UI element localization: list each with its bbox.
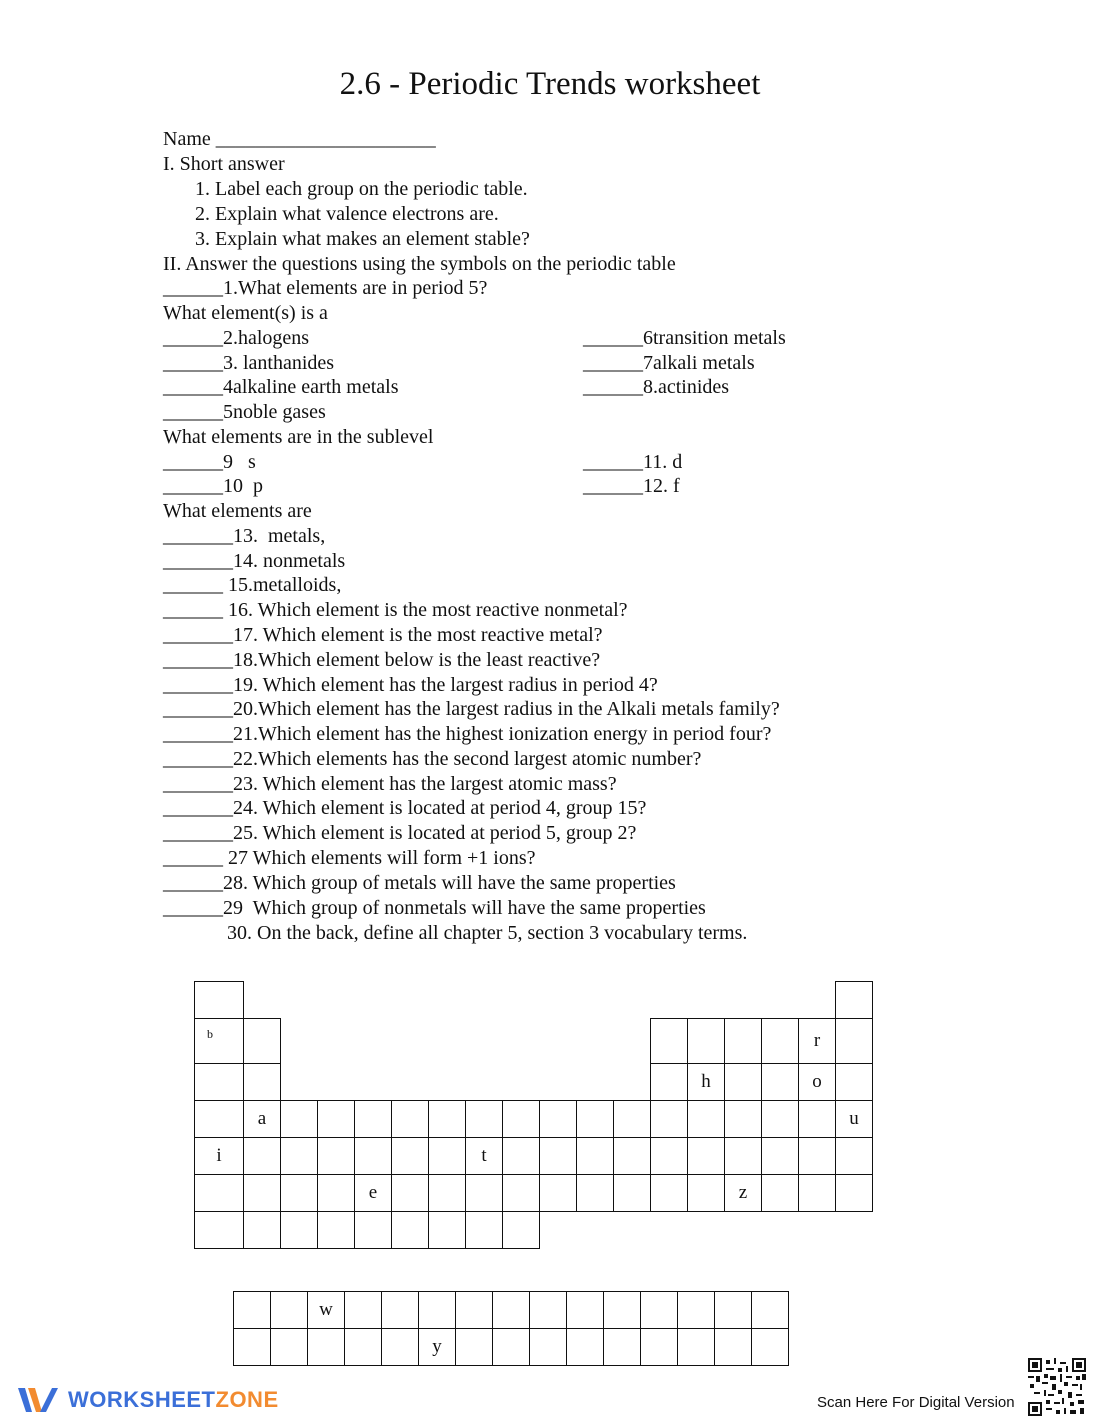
element-cell (836, 982, 873, 1019)
periodic-table-row (195, 1064, 873, 1101)
element-cell (688, 1175, 725, 1212)
element-cell (281, 1138, 318, 1175)
question-line: _______20.Which element has the largest radius in the Alkali metals family? (163, 698, 780, 720)
element-cell (678, 1329, 715, 1366)
element-cell (503, 1101, 540, 1138)
element-cell (836, 1019, 873, 1064)
question-line: ______ 15.metalloids, (163, 574, 342, 596)
element-cell (641, 1329, 678, 1366)
element-cell (651, 1019, 688, 1064)
element-cell (466, 1212, 503, 1249)
element-cell (567, 1292, 604, 1329)
element-cell (429, 1175, 466, 1212)
question-8: ______8.actinides (583, 376, 730, 398)
question-line: _______14. nonmetals (163, 550, 346, 572)
element-cell (345, 1292, 382, 1329)
empty-space (281, 1064, 318, 1101)
element-cell (195, 1212, 244, 1249)
empty-space (577, 982, 614, 1019)
element-cell (688, 1101, 725, 1138)
empty-space (577, 1212, 614, 1249)
empty-space (762, 982, 799, 1019)
element-cell (308, 1329, 345, 1366)
element-cell (503, 1212, 540, 1249)
element-cell: y (419, 1329, 456, 1366)
empty-space (836, 1212, 873, 1249)
element-cell (762, 1064, 799, 1101)
question-4: ______4alkaline earth metals (163, 376, 399, 398)
element-cell: h (688, 1064, 725, 1101)
element-cell (271, 1329, 308, 1366)
periodic-table-row (195, 982, 873, 1019)
name-line: Name ______________________ (163, 128, 436, 150)
element-cell (614, 1175, 651, 1212)
element-cell: e (355, 1175, 392, 1212)
element-cell (466, 1175, 503, 1212)
empty-space (688, 982, 725, 1019)
question-5: ______5noble gases (163, 401, 326, 423)
element-cell (429, 1138, 466, 1175)
element-cell (715, 1329, 752, 1366)
question-line: _______19. Which element has the largest radius in period 4? (163, 674, 658, 696)
element-cell: z (725, 1175, 762, 1212)
empty-space (540, 1064, 577, 1101)
element-cell (318, 1212, 355, 1249)
element-cell (567, 1329, 604, 1366)
question-line: _______24. Which element is located at period 4, group 15? (163, 797, 647, 819)
empty-space (466, 982, 503, 1019)
element-cell (456, 1329, 493, 1366)
element-cell (762, 1138, 799, 1175)
element-cell (281, 1101, 318, 1138)
element-cell (604, 1292, 641, 1329)
element-cell: t (466, 1138, 503, 1175)
question-3: ______3. lanthanides (163, 352, 335, 374)
empty-space (688, 1212, 725, 1249)
question-line: _______21.Which element has the highest ionization energy in period four? (163, 723, 772, 745)
element-cell (244, 1138, 281, 1175)
f-block-row (234, 1292, 789, 1329)
question-10: ______10 p (163, 475, 263, 497)
empty-space (318, 1064, 355, 1101)
question-12: ______12. f (583, 475, 680, 497)
element-cell: i (195, 1138, 244, 1175)
empty-space (466, 1019, 503, 1064)
element-cell (836, 1138, 873, 1175)
element-cell (678, 1292, 715, 1329)
question-line: _______25. Which element is located at period 5, group 2? (163, 822, 637, 844)
element-cell (651, 1101, 688, 1138)
section2-heading: II. Answer the questions using the symbols on the periodic table (163, 253, 676, 275)
element-cell (392, 1175, 429, 1212)
element-cell (577, 1138, 614, 1175)
empty-space (725, 982, 762, 1019)
element-cell (836, 1064, 873, 1101)
element-cell (688, 1019, 725, 1064)
question-line: _______13. metals, (163, 525, 326, 547)
short-answer-item: 1. Label each group on the periodic table. (195, 178, 528, 200)
is-a-heading: What element(s) is a (163, 302, 328, 324)
empty-space (651, 1212, 688, 1249)
element-cell (651, 1064, 688, 1101)
element-cell (530, 1329, 567, 1366)
empty-space (762, 1212, 799, 1249)
element-cell (651, 1138, 688, 1175)
element-cell (466, 1101, 503, 1138)
element-cell (503, 1175, 540, 1212)
question-line: _______23. Which element has the largest atomic mass? (163, 773, 617, 795)
empty-space (281, 982, 318, 1019)
element-cell (762, 1101, 799, 1138)
empty-space (355, 982, 392, 1019)
element-cell (244, 1019, 281, 1064)
element-cell (355, 1212, 392, 1249)
empty-space (799, 1212, 836, 1249)
empty-space (355, 1019, 392, 1064)
element-cell (382, 1292, 419, 1329)
question-line: ______29 Which group of nonmetals will have the same properties (163, 897, 706, 919)
element-cell (429, 1212, 466, 1249)
logo-icon (16, 1384, 60, 1416)
element-cell (725, 1019, 762, 1064)
element-cell (318, 1138, 355, 1175)
worksheet-title: 2.6 - Periodic Trends worksheet (339, 66, 761, 102)
element-cell (195, 1175, 244, 1212)
worksheetzone-logo[interactable] (16, 1383, 279, 1417)
element-cell: u (836, 1101, 873, 1138)
element-cell (244, 1064, 281, 1101)
element-cell (318, 1175, 355, 1212)
element-cell (577, 1101, 614, 1138)
element-cell: b (195, 1019, 244, 1064)
element-cell (234, 1329, 271, 1366)
element-cell (355, 1101, 392, 1138)
element-cell (382, 1329, 419, 1366)
empty-space (799, 982, 836, 1019)
empty-space (429, 1064, 466, 1101)
periodic-table-row (195, 1138, 873, 1175)
empty-space (540, 1019, 577, 1064)
empty-space (466, 1064, 503, 1101)
element-cell (614, 1101, 651, 1138)
question-line: _______17. Which element is the most reactive metal? (163, 624, 603, 646)
element-cell (725, 1138, 762, 1175)
empty-space (392, 982, 429, 1019)
empty-space (614, 1212, 651, 1249)
question-9: ______9 s (163, 451, 256, 473)
empty-space (318, 982, 355, 1019)
empty-space (392, 1019, 429, 1064)
element-cell (799, 1101, 836, 1138)
element-cell (429, 1101, 466, 1138)
short-answer-item: 3. Explain what makes an element stable? (195, 228, 530, 250)
element-cell (799, 1138, 836, 1175)
element-cell (392, 1212, 429, 1249)
element-cell (456, 1292, 493, 1329)
element-cell (493, 1329, 530, 1366)
final-instruction: 30. On the back, define all chapter 5, section 3 vocabulary terms. (227, 922, 748, 944)
element-cell (392, 1101, 429, 1138)
periodic-table-row (195, 1175, 873, 1212)
empty-space (429, 982, 466, 1019)
empty-space (540, 982, 577, 1019)
scan-text: Scan Here For Digital Version (817, 1394, 1015, 1411)
empty-space (614, 1019, 651, 1064)
element-cell (725, 1101, 762, 1138)
element-cell (503, 1138, 540, 1175)
element-cell (540, 1175, 577, 1212)
element-cell (392, 1138, 429, 1175)
element-cell (345, 1329, 382, 1366)
periodic-table-f-block (233, 1291, 789, 1366)
f-block-row (234, 1329, 789, 1366)
element-cell (614, 1138, 651, 1175)
question-11: ______11. d (583, 451, 683, 473)
element-cell: o (799, 1064, 836, 1101)
element-cell (799, 1175, 836, 1212)
empty-space (503, 982, 540, 1019)
empty-space (429, 1019, 466, 1064)
empty-space (540, 1212, 577, 1249)
empty-space (614, 1064, 651, 1101)
empty-space (392, 1064, 429, 1101)
short-answer-item: 2. Explain what valence electrons are. (195, 203, 499, 225)
element-cell (688, 1138, 725, 1175)
logo-text-worksheet: WORKSHEET (68, 1387, 216, 1412)
element-cell: r (799, 1019, 836, 1064)
question-6: ______6transition metals (583, 327, 786, 349)
element-cell (604, 1329, 641, 1366)
element-cell (195, 1101, 244, 1138)
empty-space (318, 1019, 355, 1064)
element-cell (762, 1175, 799, 1212)
periodic-table-row (195, 1212, 873, 1249)
empty-space (577, 1064, 614, 1101)
periodic-table-main (194, 981, 873, 1249)
element-cell: w (308, 1292, 345, 1329)
element-cell: a (244, 1101, 281, 1138)
empty-space (651, 982, 688, 1019)
empty-space (244, 982, 281, 1019)
element-cell (355, 1138, 392, 1175)
section1-heading: I. Short answer (163, 153, 285, 175)
element-cell (641, 1292, 678, 1329)
element-cell (271, 1292, 308, 1329)
element-cell (752, 1329, 789, 1366)
question-line: ______ 16. Which element is the most reactive nonmetal? (163, 599, 628, 621)
element-cell (281, 1212, 318, 1249)
sublevel-heading: What elements are in the sublevel (163, 426, 434, 448)
question-1: ______1.What elements are in period 5? (163, 277, 488, 299)
element-cell (762, 1019, 799, 1064)
element-cell (318, 1101, 355, 1138)
element-cell (493, 1292, 530, 1329)
empty-space (281, 1019, 318, 1064)
element-cell (244, 1212, 281, 1249)
element-cell (715, 1292, 752, 1329)
element-cell (195, 1064, 244, 1101)
element-cell (577, 1175, 614, 1212)
question-line: _______22.Which elements has the second largest atomic number? (163, 748, 702, 770)
element-cell (234, 1292, 271, 1329)
question-7: ______7alkali metals (583, 352, 755, 374)
element-cell (281, 1175, 318, 1212)
element-cell (540, 1138, 577, 1175)
element-cell (530, 1292, 567, 1329)
empty-space (503, 1019, 540, 1064)
element-cell (419, 1292, 456, 1329)
element-cell (725, 1064, 762, 1101)
logo-text-zone: ZONE (215, 1387, 279, 1412)
empty-space (725, 1212, 762, 1249)
element-cell (651, 1175, 688, 1212)
periodic-table-row (195, 1101, 873, 1138)
element-cell (836, 1175, 873, 1212)
empty-space (503, 1064, 540, 1101)
question-line: _______18.Which element below is the least reactive? (163, 649, 601, 671)
empty-space (355, 1064, 392, 1101)
periodic-table-row (195, 1019, 873, 1064)
element-cell (540, 1101, 577, 1138)
question-line: ______28. Which group of metals will have the same properties (163, 872, 676, 894)
question-line: ______ 27 Which elements will form +1 ions? (163, 847, 536, 869)
are-heading: What elements are (163, 500, 312, 522)
element-cell (195, 982, 244, 1019)
element-cell (244, 1175, 281, 1212)
question-2: ______2.halogens (163, 327, 310, 349)
empty-space (614, 982, 651, 1019)
qr-code-icon[interactable] (1028, 1358, 1086, 1416)
element-cell (752, 1292, 789, 1329)
empty-space (577, 1019, 614, 1064)
